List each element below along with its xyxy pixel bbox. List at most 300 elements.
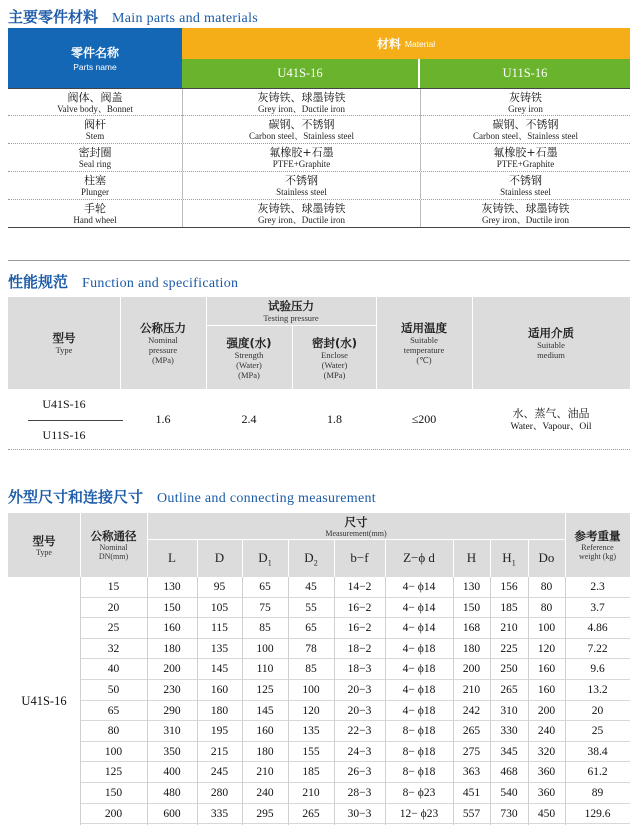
spec-temp-zh: 适用温度 (401, 321, 447, 335)
parts-name-header-zh: 零件名称 (70, 46, 119, 60)
dims-grid-line (453, 577, 454, 825)
material-u11s-cell (420, 172, 630, 199)
spec-strength-value: 2.4 (241, 411, 257, 426)
dims-cell: 200 (537, 704, 556, 717)
part-name-en: Seal ring (78, 158, 112, 169)
dims-grid-line (242, 577, 243, 825)
dims-cell: 160 (537, 663, 556, 676)
dims-cell: 50 (107, 683, 120, 696)
dims-cell: 363 (462, 766, 481, 779)
dims-header-sep (453, 540, 454, 577)
part-name-cell (8, 144, 182, 171)
dims-cell: 28−3 (347, 786, 372, 799)
part-name-cell (8, 89, 182, 116)
dims-col-symbol (168, 550, 176, 568)
material-header (182, 28, 630, 59)
dims-col-symbol (215, 550, 224, 568)
materials-section-title (8, 6, 258, 28)
dims-cell: 135 (302, 725, 320, 738)
dims-header-sep (528, 540, 529, 577)
spec-medium-zh: 适用介质 (528, 326, 574, 340)
dims-cell: 25 (591, 725, 604, 738)
dims-cell: 360 (537, 766, 556, 779)
dims-cell: 20 (107, 601, 120, 614)
dims-col-header (147, 540, 197, 577)
material-u41s-cell (182, 172, 420, 199)
material-u41s-en: Grey iron、Ductile iron (258, 103, 345, 114)
material-u11s-zh: 氟橡胶+石墨 (493, 145, 558, 159)
dims-cell: 400 (163, 766, 181, 779)
dims-cell: 110 (256, 663, 274, 676)
dims-cell: 125 (104, 766, 123, 779)
dims-cell: 310 (163, 725, 181, 738)
dims-cell: 540 (500, 786, 518, 799)
dims-cell: 40 (107, 663, 120, 676)
material-u11s-zh: 碳钢、不锈钢 (492, 117, 559, 131)
dims-col-symbol (502, 550, 515, 568)
dims-col-header (385, 540, 453, 577)
dims-cell: 240 (256, 786, 274, 799)
dims-cell: 12− ϕ23 (399, 807, 439, 820)
material-u41s-zh: 碳钢、不锈钢 (268, 117, 335, 131)
materials-row (8, 144, 630, 172)
dims-cell: 180 (256, 745, 274, 758)
dims-cell: 210 (302, 786, 320, 799)
dims-cell: 100 (104, 745, 123, 758)
dims-cell: 200 (163, 663, 181, 676)
dims-grid-line (528, 577, 529, 825)
material-u11s-zh: 灰铸铁、球墨铸铁 (481, 201, 570, 215)
material-u11s-en: Stainless steel (500, 186, 551, 197)
dims-cell: 13.2 (587, 683, 608, 696)
dims-cell: 310 (500, 704, 518, 717)
dims-col-symbol-sub: 1 (511, 558, 516, 568)
dims-cell: 120 (537, 642, 556, 655)
dims-row (80, 598, 630, 619)
dims-cell: 150 (104, 786, 123, 799)
dims-dn-header (80, 513, 147, 577)
dims-col-symbol-main: H (466, 549, 477, 565)
dims-cell: 210 (500, 622, 518, 635)
dims-cell: 145 (210, 663, 229, 676)
dims-row (80, 804, 630, 825)
spec-pn-zh: 公称压力 (140, 321, 186, 335)
dims-cell: 242 (462, 704, 481, 717)
part-name-en: Plunger (81, 186, 109, 197)
dims-cell: 65 (305, 622, 317, 635)
dims-col-symbol (403, 550, 435, 568)
dims-cell: 150 (163, 601, 181, 614)
dims-col-symbol-main: D (304, 549, 314, 565)
material-u11s-en: Grey iron (508, 103, 543, 114)
dims-cell: 480 (163, 786, 181, 799)
dims-cell: 18−2 (347, 642, 372, 655)
spec-sep (472, 297, 473, 389)
material-u41s-en: Grey iron、Ductile iron (258, 214, 345, 225)
dims-row (80, 577, 630, 598)
part-name-zh: 柱塞 (84, 173, 106, 187)
materials-row (8, 200, 630, 228)
spec-strength-en1: Strength (234, 349, 264, 360)
spec-test-en: Testing pressure (263, 313, 319, 323)
material-u11s-en: Carbon steel、Stainless steel (473, 130, 578, 141)
materials-row (8, 172, 630, 200)
dims-grid-line (147, 577, 148, 825)
material-u11s-cell (420, 144, 630, 171)
dims-col-symbol (258, 550, 271, 568)
dims-col-symbol-main: b−f (350, 549, 369, 565)
dims-size-zh: 尺寸 (344, 514, 368, 529)
dims-cell: 89 (591, 786, 604, 799)
model1-header: U41S-16 (182, 59, 420, 88)
dims-cell: 25 (107, 622, 120, 635)
spec-seal-zh: 密封(水) (311, 335, 357, 350)
spec-sep (206, 297, 207, 389)
dims-cell: 168 (462, 622, 481, 635)
material-u41s-cell (182, 200, 420, 227)
dims-cell: 15 (107, 581, 120, 593)
spec-medium-header (472, 297, 630, 389)
dims-cell: 200 (462, 663, 481, 676)
dims-weight-en1: Reference (581, 543, 614, 552)
spec-medium-value-en: Water、Vapour、Oil (510, 421, 592, 432)
dims-cell: 290 (163, 704, 181, 717)
dims-cell: 8− ϕ23 (402, 786, 436, 799)
dims-col-header (242, 540, 288, 577)
spec-pn-header (120, 297, 206, 389)
dims-cell: 185 (500, 601, 518, 614)
material-u41s-en: Stainless steel (276, 186, 327, 197)
material-header-zh: 材料 (376, 37, 401, 51)
dims-cell: 75 (259, 601, 271, 614)
dims-cell: 130 (163, 581, 181, 593)
dims-row (80, 618, 630, 639)
dims-cell: 65 (107, 704, 120, 717)
dims-row (80, 659, 630, 680)
dims-row (80, 742, 630, 763)
dims-cell: 160 (210, 683, 229, 696)
spec-sep (206, 325, 376, 326)
spec-seal-value: 1.8 (327, 411, 342, 426)
dims-cell: 730 (500, 807, 518, 820)
material-u11s-zh: 不锈钢 (509, 173, 542, 187)
part-name-cell (8, 172, 182, 199)
material-u11s-en: Grey iron、Ductile iron (482, 214, 569, 225)
dims-cell: 20−3 (347, 704, 372, 717)
dims-col-header (490, 540, 528, 577)
materials-bottom-rule (8, 260, 630, 261)
dims-cell: 360 (537, 786, 556, 799)
dims-row (80, 762, 630, 783)
dims-header-sep (490, 540, 491, 577)
dims-cell: 195 (210, 725, 229, 738)
dims-col-symbol (350, 550, 368, 568)
dims-cell: 45 (305, 581, 317, 593)
dims-cell: 265 (462, 725, 481, 738)
spec-seal-en1: Enclose (321, 349, 348, 360)
spec-bottom-rule (8, 449, 630, 450)
material-u41s-zh: 灰铸铁、球墨铸铁 (257, 201, 346, 215)
dims-header-sep (242, 540, 243, 577)
dims-col-header (453, 540, 490, 577)
spec-section-title (8, 271, 238, 293)
material-u41s-cell (182, 89, 420, 116)
spec-pn-en3: (MPa) (152, 355, 174, 365)
dims-weight-header (565, 513, 630, 577)
dims-cell: 335 (210, 807, 229, 820)
dims-cell: 155 (302, 745, 320, 758)
material-u41s-cell (182, 144, 420, 171)
dims-cell: 80 (107, 725, 120, 738)
dims-type-zh: 型号 (32, 533, 56, 548)
spec-title-en: Function and specification (82, 276, 239, 291)
material-u11s-cell (420, 89, 630, 116)
spec-medium-value (472, 389, 630, 449)
spec-sep (292, 325, 293, 389)
dims-cell: 468 (500, 766, 518, 779)
dims-cell: 85 (305, 663, 317, 676)
spec-type2: U11S-16 (42, 427, 86, 442)
dims-col-symbol-main: H (502, 549, 512, 565)
material-u41s-zh: 灰铸铁、球墨铸铁 (257, 90, 346, 104)
dims-grid-line (565, 577, 566, 825)
dims-cell: 280 (210, 786, 229, 799)
dims-cell: 65 (259, 581, 271, 593)
dims-cell: 32 (107, 642, 120, 655)
dims-col-header (197, 540, 242, 577)
spec-temp-en3: (℃) (416, 355, 432, 365)
dims-weight-zh: 参考重量 (574, 529, 621, 543)
dims-header-sep (288, 540, 289, 577)
dims-cell: 22−3 (347, 725, 372, 738)
spec-sep (376, 297, 377, 389)
spec-pn-value: 1.6 (155, 411, 171, 426)
dims-cell: 225 (500, 642, 518, 655)
dims-cell: 4.86 (587, 622, 608, 635)
spec-strength-en3: (MPa) (238, 369, 260, 380)
material-u41s-en: Carbon steel、Stainless steel (249, 130, 354, 141)
dims-cell: 4− ϕ18 (402, 704, 436, 717)
dims-type-value: U41S-16 (21, 693, 67, 708)
dims-header-sep (385, 540, 386, 577)
dims-grid-line (334, 577, 335, 825)
dims-grid-line (80, 577, 81, 825)
dims-cell: 8− ϕ18 (402, 725, 436, 738)
dims-row (80, 721, 630, 742)
dims-col-symbol-main: D (214, 549, 225, 565)
materials-title-en: Main parts and materials (112, 11, 259, 26)
dims-header-sep (80, 513, 81, 577)
dims-cell: 4− ϕ14 (402, 581, 436, 593)
spec-type1: U41S-16 (42, 396, 86, 411)
spec-temp-value: ≤200 (411, 411, 437, 426)
dims-cell: 105 (210, 601, 229, 614)
dims-size-en: Measurement(mm) (325, 528, 387, 538)
dims-cell: 245 (210, 766, 229, 779)
dims-grid-line (385, 577, 386, 825)
material-u41s-zh: 不锈钢 (285, 173, 318, 187)
dims-rows (80, 577, 630, 824)
material-u11s-cell (420, 116, 630, 143)
spec-table (8, 297, 630, 450)
dims-cell: 345 (500, 745, 518, 758)
dims-cell: 7.22 (587, 642, 608, 655)
spec-seal-en2: (Water) (321, 359, 348, 370)
material-u11s-zh: 灰铸铁 (509, 90, 542, 104)
dims-grid-line (197, 577, 198, 825)
dims-header-sep (565, 513, 566, 577)
material-header-en: Material (404, 38, 436, 49)
dims-col-symbol (467, 550, 476, 568)
dims-type-en: Type (36, 547, 52, 557)
dims-cell: 61.2 (587, 766, 608, 779)
spec-test-zh: 试验压力 (268, 299, 314, 313)
dims-cell: 8− ϕ18 (402, 766, 436, 779)
dims-header-sep (147, 539, 565, 540)
dims-cell: 24−3 (347, 745, 372, 758)
dims-cell: 100 (537, 622, 556, 635)
dims-cell: 100 (302, 683, 320, 696)
dims-cell: 20−3 (347, 683, 372, 696)
spec-strength-header (206, 326, 292, 389)
dims-dn-zh: 公称通径 (90, 529, 137, 543)
dims-cell: 160 (537, 683, 556, 696)
dims-cell: 185 (302, 766, 320, 779)
dims-cell: 120 (302, 704, 320, 717)
part-name-en: Hand wheel (73, 214, 117, 225)
spec-pn-en2: pressure (148, 345, 178, 355)
dims-cell: 115 (211, 622, 228, 635)
dims-title-en: Outline and connecting measurement (157, 491, 376, 506)
spec-sep (120, 297, 121, 389)
dims-cell: 4− ϕ14 (402, 601, 436, 614)
spec-type-header (8, 297, 120, 389)
dims-header-sep (197, 540, 198, 577)
dims-cell: 180 (210, 704, 229, 717)
dims-cell: 275 (462, 745, 481, 758)
dims-cell: 80 (540, 601, 553, 614)
dims-cell: 80 (540, 581, 553, 593)
material-u41s-en: PTFE+Graphite (272, 158, 331, 169)
dims-cell: 85 (259, 622, 271, 635)
part-name-cell (8, 116, 182, 143)
part-name-zh: 密封圈 (78, 145, 112, 159)
dims-cell: 230 (163, 683, 181, 696)
spec-strength-zh: 强度(水) (226, 335, 272, 350)
dims-cell: 129.6 (584, 807, 611, 820)
dims-col-symbol-main: Do (538, 549, 555, 565)
dims-cell: 9.6 (590, 663, 605, 676)
dims-col-symbol-main: D (258, 549, 268, 565)
dims-dn-en1: Nominal (99, 543, 128, 552)
model2-header: U11S-16 (420, 59, 630, 88)
dims-col-symbol-main: Z−ϕ d (403, 549, 435, 565)
dims-col-symbol-sub: 1 (267, 558, 272, 568)
dims-col-symbol (304, 550, 317, 568)
dims-header-sep (147, 513, 148, 577)
spec-title-zh: 性能规范 (8, 273, 69, 291)
dims-cell: 210 (462, 683, 481, 696)
dims-cell: 3.7 (590, 601, 605, 614)
materials-row (8, 88, 630, 116)
part-name-en: Stem (85, 130, 105, 141)
parts-name-header-en: Parts name (73, 62, 117, 72)
dims-col-header (334, 540, 385, 577)
dims-cell: 210 (256, 766, 274, 779)
materials-title-zh: 主要零件材料 (8, 8, 99, 26)
dims-cell: 330 (500, 725, 518, 738)
dims-cell: 16−2 (347, 601, 372, 614)
dims-cell: 20 (591, 704, 604, 717)
dims-cell: 8− ϕ18 (402, 745, 436, 758)
spec-strength-en2: (Water) (236, 359, 262, 370)
dims-grid-line (288, 577, 289, 825)
part-name-zh: 手轮 (84, 201, 106, 215)
dims-cell: 100 (256, 642, 274, 655)
dims-cell: 451 (462, 786, 481, 799)
material-u11s-cell (420, 200, 630, 227)
dims-grid-line (490, 577, 491, 825)
spec-seal-header (293, 326, 376, 389)
dims-cell: 38.4 (587, 745, 608, 758)
dims-cell: 16−2 (347, 622, 372, 635)
dims-cell: 450 (537, 807, 556, 820)
dims-cell: 135 (210, 642, 229, 655)
dims-cell: 265 (500, 683, 518, 696)
spec-temp-en2: temperature (403, 345, 445, 355)
dims-cell: 160 (163, 622, 181, 635)
spec-temp-header (376, 297, 472, 389)
dims-cell: 295 (256, 807, 274, 820)
spec-type-zh: 型号 (52, 331, 76, 345)
dims-col-symbol (539, 550, 555, 568)
spec-medium-en1: Suitable (537, 340, 565, 350)
dims-cell: 4− ϕ18 (402, 683, 436, 696)
dims-cell: 4− ϕ18 (402, 663, 436, 676)
dims-row (80, 680, 630, 701)
dims-cell: 320 (537, 745, 556, 758)
dims-col-header (288, 540, 334, 577)
dims-header-sep (334, 540, 335, 577)
spec-seal-en3: (MPa) (323, 369, 346, 380)
dims-col-header (528, 540, 565, 577)
spec-medium-value-zh: 水、蒸气、油品 (512, 406, 590, 420)
dims-dn-en2: DN(mm) (98, 552, 129, 561)
spec-test-header (206, 297, 376, 325)
dims-cell: 130 (462, 581, 481, 593)
spec-type-en: Type (55, 345, 73, 355)
dims-cell: 150 (462, 601, 481, 614)
parts-name-header (8, 28, 182, 88)
dims-cell: 200 (104, 807, 123, 820)
dims-size-header (147, 513, 565, 539)
part-name-zh: 阀杆 (84, 117, 106, 131)
spec-temp-en1: Suitable (410, 335, 438, 345)
dims-cell: 156 (500, 581, 518, 593)
dims-cell: 145 (256, 704, 274, 717)
dims-cell: 180 (462, 642, 481, 655)
dims-type-header (8, 513, 80, 577)
dims-cell: 95 (213, 581, 226, 593)
material-u11s-en: PTFE+Graphite (496, 158, 555, 169)
materials-table (8, 28, 630, 232)
dims-row (80, 639, 630, 660)
dims-title-zh: 外型尺寸和连接尺寸 (8, 488, 144, 506)
dims-weight-en2: weight (kg) (578, 552, 617, 561)
dims-cell: 350 (163, 745, 181, 758)
dims-cell: 18−3 (347, 663, 372, 676)
spec-pn-en1: Nominal (148, 335, 178, 345)
